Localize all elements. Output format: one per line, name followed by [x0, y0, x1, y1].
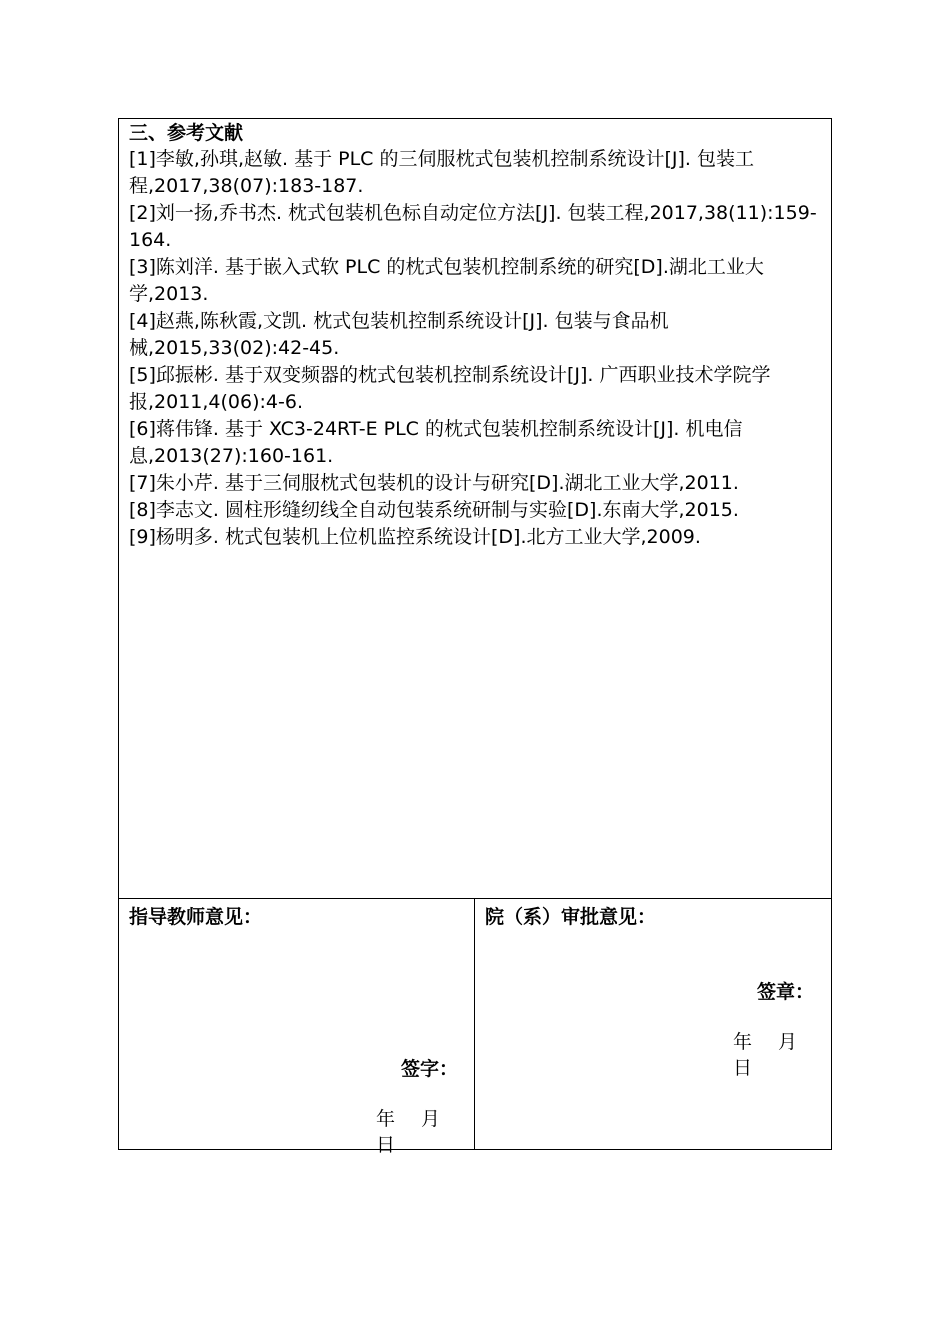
references-cell: [119, 119, 831, 899]
department-date-line: 年 月 日: [733, 1031, 808, 1079]
references-heading: 三、参考文献: [129, 122, 244, 144]
reference-list: [129, 146, 821, 551]
teacher-signature-label: 签字：: [401, 1058, 459, 1080]
reference-item: [6]蒋伟锋. 基于 XC3-24RT-E PLC 的枕式包装机控制系统设计[J]. 机电信息,2013(27):160-161.: [129, 418, 743, 467]
reference-item: [4]赵燕,陈秋霞,文凯. 枕式包装机控制系统设计[J]. 包装与食品机械,2015,33(02):42-45.: [129, 310, 669, 359]
reference-item: [8]李志文. 圆柱形缝纫线全自动包装系统研制与实验[D].东南大学,2015.: [129, 499, 739, 521]
department-opinion-title: 院（系）审批意见：: [485, 906, 657, 928]
reference-item: [1]李敏,孙琪,赵敏. 基于 PLC 的三伺服枕式包装机控制系统设计[J]. 包装工程,2017,38(07):183-187.: [129, 148, 754, 197]
reference-item: [3]陈刘洋. 基于嵌入式软 PLC 的枕式包装机控制系统的研究[D].湖北工业大学,2013.: [129, 256, 764, 305]
reference-item: [7]朱小芹. 基于三伺服枕式包装机的设计与研究[D].湖北工业大学,2011.: [129, 472, 739, 494]
reference-item: [9]杨明多. 枕式包装机上位机监控系统设计[D].北方工业大学,2009.: [129, 526, 701, 548]
teacher-opinion-title: 指导教师意见：: [129, 906, 263, 928]
opinion-row: [119, 899, 831, 1156]
approval-form-table: [118, 118, 832, 1156]
reference-item: [5]邱振彬. 基于双变频器的枕式包装机控制系统设计[J]. 广西职业技术学院学报,2011,4(06):4-6.: [129, 364, 771, 413]
department-opinion-cell: [475, 899, 831, 1149]
teacher-opinion-cell: [119, 899, 475, 1156]
teacher-date-line: 年 月 日: [376, 1108, 451, 1156]
department-seal-label: 签章：: [757, 981, 815, 1003]
reference-item: [2]刘一扬,乔书杰. 枕式包装机色标自动定位方法[J]. 包装工程,2017,38(11):159-164.: [129, 202, 817, 251]
